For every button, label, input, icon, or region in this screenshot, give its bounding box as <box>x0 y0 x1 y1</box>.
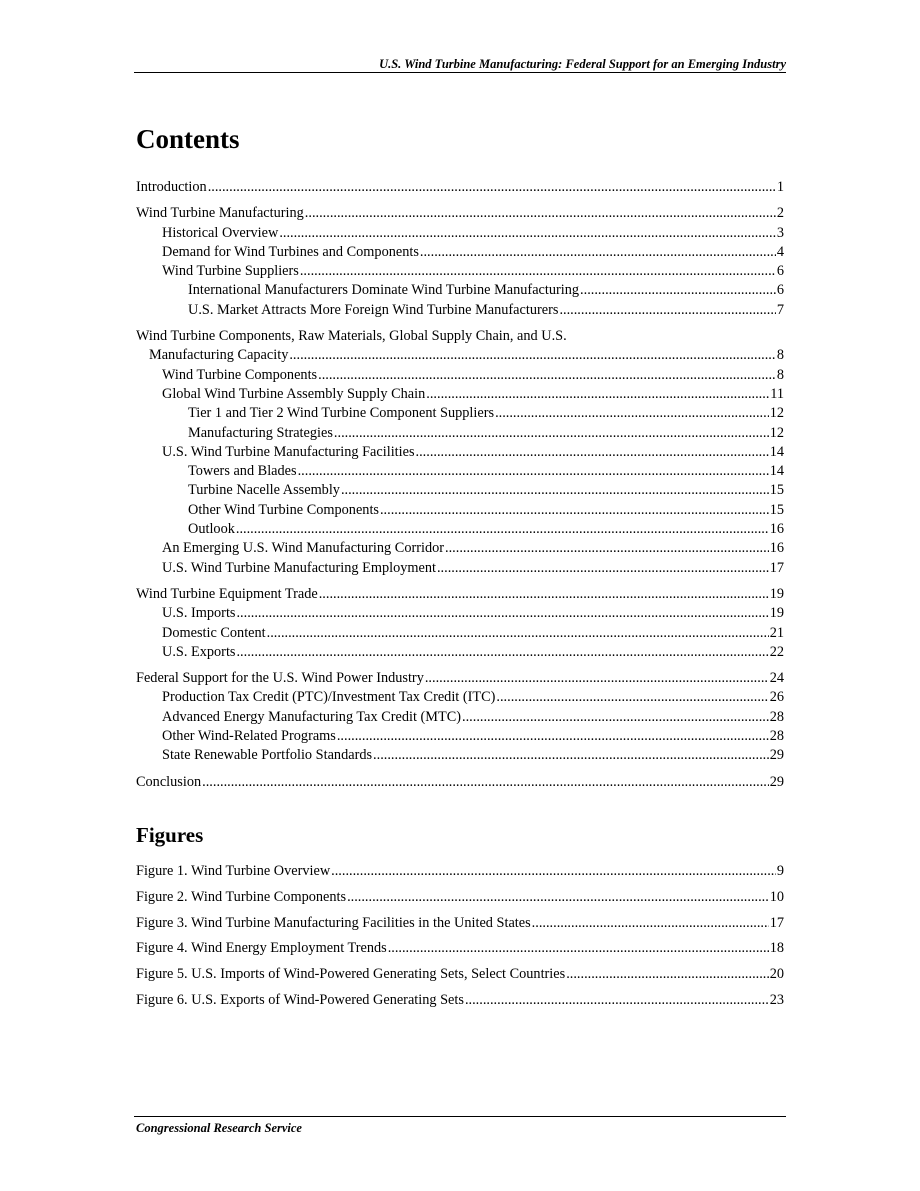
dot-leader <box>236 520 769 539</box>
page-number: 24 <box>769 670 784 687</box>
toc-entry[interactable] <box>136 539 784 558</box>
dot-leader <box>300 262 776 281</box>
page-number: 9 <box>776 863 784 879</box>
page-number: 20 <box>769 966 784 983</box>
dot-leader <box>416 443 769 462</box>
page-number: 21 <box>769 624 784 641</box>
dot-leader <box>319 585 769 604</box>
dot-leader <box>462 708 769 727</box>
dot-leader <box>380 501 769 520</box>
page-number: 10 <box>769 888 784 905</box>
entry-title: Other Wind-Related Programs <box>162 728 336 745</box>
dot-leader <box>305 204 776 223</box>
footer-rule <box>134 1116 786 1117</box>
page-number: 12 <box>769 424 784 441</box>
figure-entry[interactable] <box>136 991 784 1010</box>
toc-entry[interactable] <box>136 443 784 462</box>
toc-entry[interactable] <box>136 746 784 765</box>
toc-entry[interactable] <box>136 708 784 727</box>
entry-title: Wind Turbine Components <box>162 366 318 383</box>
entry-title: U.S. Wind Turbine Manufacturing Employment <box>162 559 436 576</box>
figure-entry[interactable] <box>136 965 784 984</box>
dot-leader <box>337 727 769 746</box>
toc-entry[interactable] <box>136 501 784 520</box>
dot-leader <box>331 862 776 881</box>
dot-leader <box>202 773 769 792</box>
page-number: 17 <box>769 914 784 931</box>
toc-entry[interactable] <box>136 243 784 262</box>
entry-title: An Emerging U.S. Wind Manufacturing Corridor <box>162 540 445 557</box>
dot-leader <box>236 643 768 662</box>
dot-leader <box>495 404 769 423</box>
toc-entry[interactable] <box>136 366 784 385</box>
dot-leader <box>334 424 769 443</box>
toc-entry[interactable] <box>136 385 784 404</box>
page-number: 28 <box>769 708 784 725</box>
entry-title: Federal Support for the U.S. Wind Power Industry <box>136 670 424 687</box>
toc-entry[interactable] <box>136 773 784 792</box>
page-number: 6 <box>776 282 784 299</box>
entry-title: Towers and Blades <box>188 463 297 480</box>
entry-title: Demand for Wind Turbines and Components <box>162 243 419 260</box>
entry-title: Domestic Content <box>162 624 266 641</box>
entry-title: U.S. Market Attracts More Foreign Wind Turbine Manufacturers <box>188 301 559 318</box>
entry-title: U.S. Imports <box>162 605 236 622</box>
page-number: 29 <box>769 773 784 790</box>
figure-entry[interactable] <box>136 939 784 958</box>
entry-title: Figure 3. Wind Turbine Manufacturing Facilities in the United States <box>136 914 531 931</box>
dot-leader <box>420 243 776 262</box>
page-number: 4 <box>776 243 784 260</box>
entry-title: Global Wind Turbine Assembly Supply Chain <box>162 385 426 402</box>
dot-leader <box>532 914 769 933</box>
entry-title: Outlook <box>188 521 235 538</box>
entry-title: Figure 6. U.S. Exports of Wind-Powered Generating Sets <box>136 991 464 1008</box>
toc-entry[interactable] <box>136 424 784 443</box>
toc-entry[interactable] <box>136 604 784 623</box>
dot-leader <box>437 559 769 578</box>
dot-leader <box>388 939 769 958</box>
page-number: 12 <box>769 405 784 422</box>
entry-title: Production Tax Credit (PTC)/Investment Tax Credit (ITC) <box>162 689 496 706</box>
header-rule <box>134 72 786 73</box>
entry-title: Conclusion <box>136 773 202 790</box>
page-number: 11 <box>770 385 784 402</box>
toc-entry[interactable] <box>136 178 784 197</box>
toc-entry[interactable] <box>136 669 784 688</box>
toc-entry[interactable] <box>136 404 784 423</box>
entry-title: Introduction <box>136 179 207 195</box>
toc-entry[interactable] <box>136 727 784 746</box>
dot-leader <box>318 366 776 385</box>
dot-leader <box>279 224 776 243</box>
dot-leader <box>425 669 769 688</box>
entry-title: Figure 1. Wind Turbine Overview <box>136 863 331 879</box>
entry-title: Historical Overview <box>162 224 279 241</box>
page-number: 22 <box>769 643 784 660</box>
toc-entry[interactable] <box>136 624 784 643</box>
page-number: 6 <box>776 263 784 280</box>
page-number: 26 <box>769 689 784 706</box>
toc-entry[interactable] <box>136 643 784 662</box>
figure-entry[interactable] <box>136 888 784 907</box>
entry-title: International Manufacturers Dominate Wind Turbine Manufacturing <box>188 282 580 299</box>
toc-entry[interactable] <box>136 688 784 707</box>
dot-leader <box>465 991 769 1010</box>
page-number: 2 <box>776 205 784 222</box>
dot-leader <box>208 178 776 197</box>
dot-leader <box>298 462 769 481</box>
toc-entry[interactable] <box>136 520 784 539</box>
dot-leader <box>496 688 768 707</box>
dot-leader <box>267 624 769 643</box>
dot-leader <box>236 604 768 623</box>
table-of-contents <box>136 178 784 792</box>
entry-title: Turbine Nacelle Assembly <box>188 482 340 499</box>
entry-title: Tier 1 and Tier 2 Wind Turbine Component Suppliers <box>188 405 495 422</box>
page-number: 14 <box>769 463 784 480</box>
footer: Congressional Research Service <box>136 1121 302 1135</box>
page-number: 29 <box>769 747 784 764</box>
figures-heading: Figures <box>136 823 204 847</box>
page-number: 16 <box>769 540 784 557</box>
toc-entry[interactable] <box>136 224 784 243</box>
entry-title: Manufacturing Capacity <box>149 347 289 364</box>
entry-title: Figure 5. U.S. Imports of Wind-Powered Generating Sets, Select Countries <box>136 966 566 983</box>
dot-leader <box>559 301 775 320</box>
dot-leader <box>566 965 769 984</box>
page-number: 23 <box>769 991 784 1008</box>
entry-title: U.S. Wind Turbine Manufacturing Facilities <box>162 443 415 460</box>
entry-title: Wind Turbine Suppliers <box>162 263 299 280</box>
page-number: 19 <box>769 585 784 602</box>
toc-entry[interactable] <box>136 262 784 281</box>
page-number: 17 <box>769 559 784 576</box>
toc-entry-first-line[interactable]: Wind Turbine Components, Raw Materials, Global Supply Chain, and U.S. <box>136 328 567 345</box>
dot-leader <box>341 481 769 500</box>
toc-entry[interactable] <box>136 462 784 481</box>
toc-entry[interactable] <box>136 585 784 604</box>
toc-entry[interactable] <box>136 204 784 223</box>
page-number: 15 <box>769 482 784 499</box>
toc-entry[interactable] <box>136 559 784 578</box>
entry-title: Figure 4. Wind Energy Employment Trends <box>136 940 387 957</box>
page-number: 16 <box>769 521 784 538</box>
running-header: U.S. Wind Turbine Manufacturing: Federal Support for an Emerging Industry <box>379 57 786 71</box>
toc-entry[interactable] <box>136 301 784 320</box>
figure-entry[interactable] <box>136 862 784 881</box>
toc-entry[interactable] <box>136 346 784 365</box>
page-number: 3 <box>776 224 784 241</box>
dot-leader <box>445 539 769 558</box>
entry-title: Wind Turbine Manufacturing <box>136 205 304 222</box>
dot-leader <box>347 888 769 907</box>
toc-entry[interactable] <box>136 281 784 300</box>
page-number: 19 <box>769 605 784 622</box>
page-number: 15 <box>769 501 784 518</box>
page-number: 18 <box>769 940 784 957</box>
entry-title: Manufacturing Strategies <box>188 424 333 441</box>
page-number: 1 <box>776 179 784 195</box>
dot-leader <box>289 346 775 365</box>
page-number: 14 <box>769 443 784 460</box>
entry-title: Wind Turbine Equipment Trade <box>136 585 318 602</box>
page-number: 28 <box>769 728 784 745</box>
list-of-figures <box>136 862 784 1017</box>
figure-entry[interactable] <box>136 914 784 933</box>
toc-entry[interactable] <box>136 481 784 500</box>
dot-leader <box>373 746 769 765</box>
entry-title: U.S. Exports <box>162 643 236 660</box>
page-number: 8 <box>776 347 784 364</box>
entry-title: Other Wind Turbine Components <box>188 501 379 518</box>
dot-leader <box>426 385 769 404</box>
entry-title: Advanced Energy Manufacturing Tax Credit (MTC) <box>162 708 462 725</box>
page-number: 7 <box>776 301 784 318</box>
entry-title: State Renewable Portfolio Standards <box>162 747 373 764</box>
page-number: 8 <box>776 366 784 383</box>
entry-title: Figure 2. Wind Turbine Components <box>136 888 347 905</box>
dot-leader <box>580 281 776 300</box>
contents-heading: Contents <box>136 124 240 154</box>
